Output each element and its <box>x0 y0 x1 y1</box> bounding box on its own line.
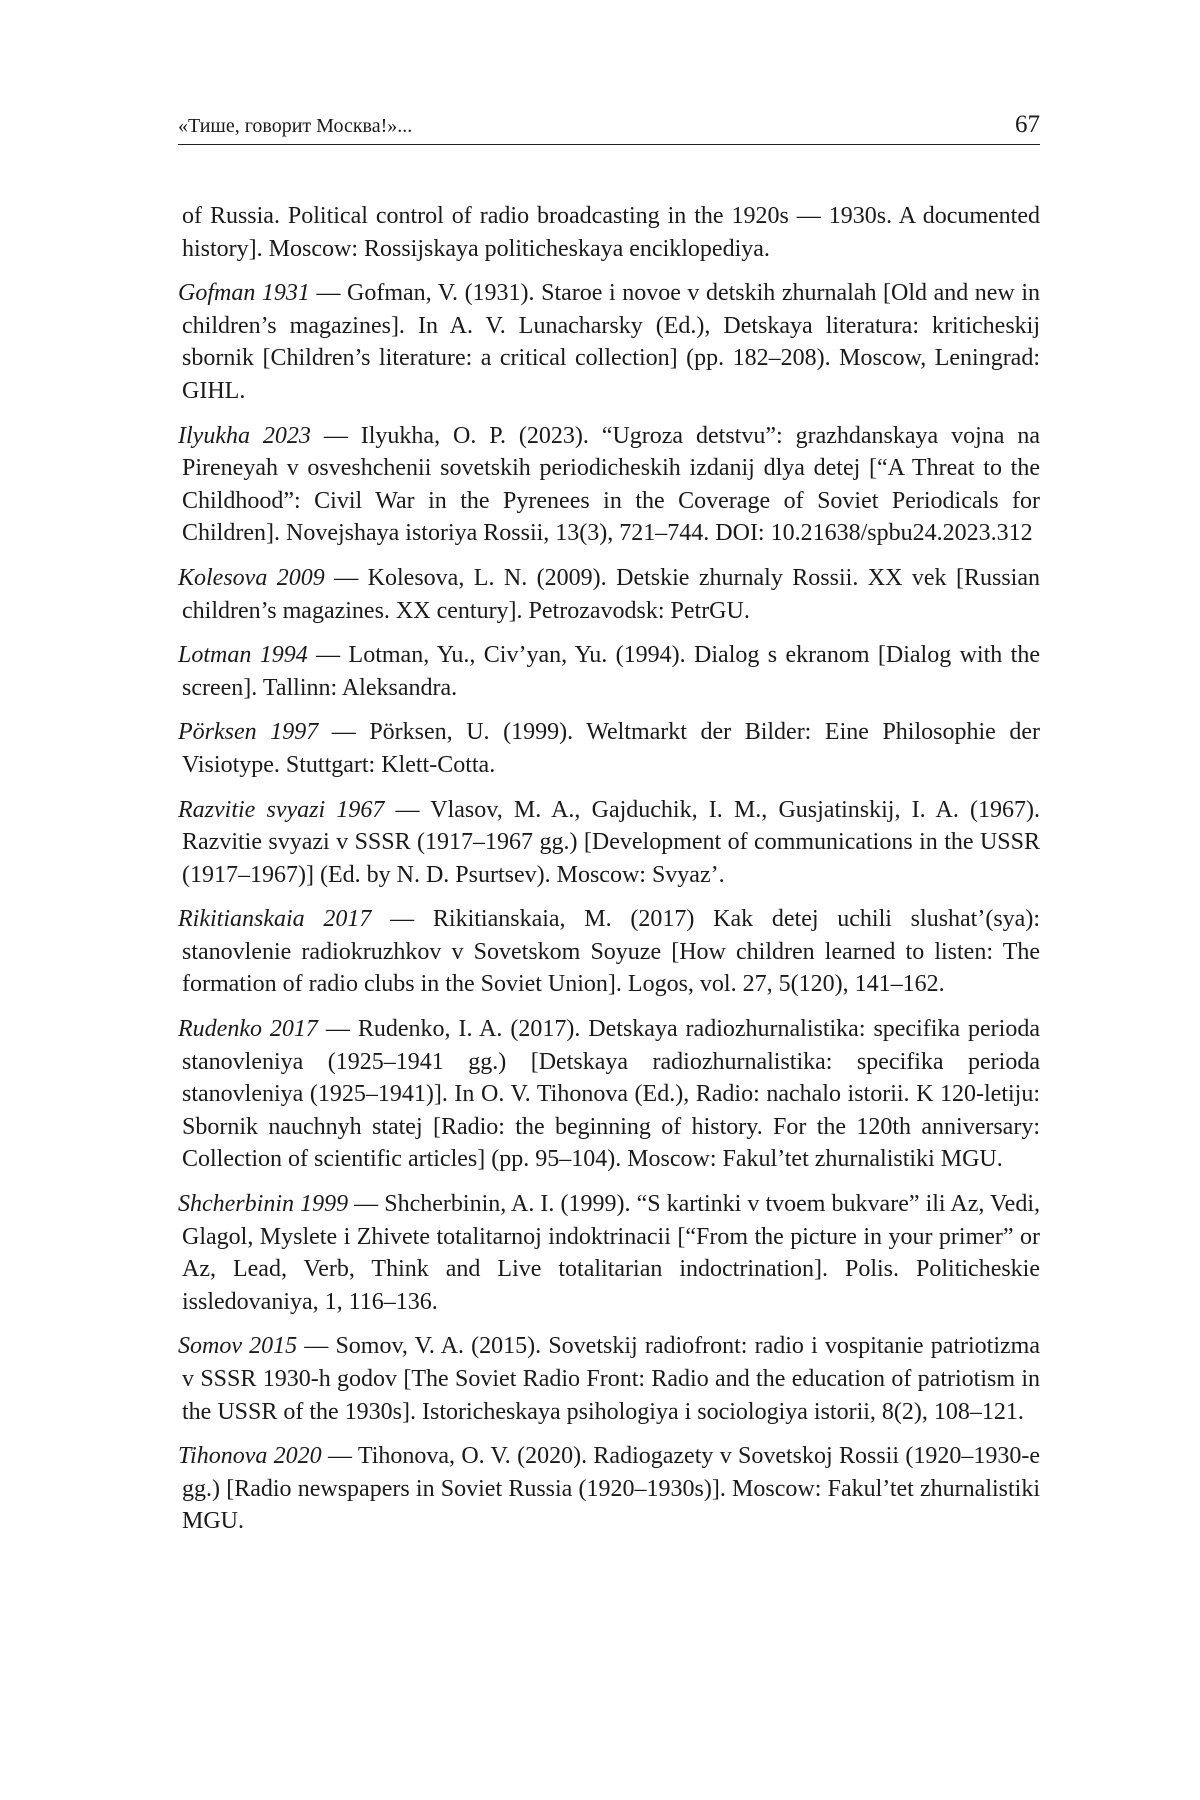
reference-entry <box>178 639 1040 704</box>
reference-entry <box>178 1330 1040 1428</box>
reference-key: Somov 2015 <box>178 1333 298 1360</box>
reference-entry <box>178 903 1040 1001</box>
reference-key: Kolesova 2009 <box>178 564 325 591</box>
reference-key: Lotman 1994 <box>178 642 308 669</box>
running-title: «Тише, говорит Москва!»... <box>178 115 413 137</box>
reference-entry <box>178 716 1040 781</box>
reference-entry <box>178 1440 1040 1538</box>
reference-text: — Somov, V. A. (2015). Sovetskij radiofront: radio i vospitanie patriotizma v SSSR 1930-h godov [The Soviet Radio Front: Radio and the education of patriotism in the USSR of the 1930s]. Istoricheskaya psihologiya i sociologiya istorii, 8(2), 108–121. <box>182 1333 1040 1425</box>
reference-text: — Lotman, Yu., Civ’yan, Yu. (1994). Dialog s ekranom [Dialog with the screen]. Tallinn: Aleksandra. <box>182 642 1040 701</box>
reference-text: — Rikitianskaia, M. (2017) Kak detej uchili slushat’(sya): stanovlenie radiokruzhkov v Sovetskom Soyuze [How children learned to listen: The formation of radio clubs in the Soviet Union]. Logos, vol. 27, 5(120), 141–162. <box>182 906 1040 998</box>
reference-text: — Vlasov, M. A., Gajduchik, I. M., Gusjatinskij, I. A. (1967). Razvitie svyazi v SSSR (1917–1967 gg.) [Development of communications in the USSR (1917–1967)] (Ed. by N. D. Psurtsev). Moscow: Svyaz’. <box>182 796 1041 888</box>
reference-key: Ilyukha 2023 <box>178 422 311 449</box>
reference-key: Razvitie svyazi 1967 <box>178 796 385 823</box>
reference-text: — Ilyukha, O. P. (2023). “Ugroza detstvu”: grazhdanskaya vojna na Pireneyah v osveshchenii sovetskih periodicheskih izdanij dlya detej [“A Threat to the Childhood”: Civil War in the Pyrenees in the Coverage of Soviet Periodicals for Children]. Novejshaya istoriya Rossii, 13(3), 721–744. DOI: 10.21638/spbu24.2023.312 <box>182 422 1041 547</box>
reference-entry <box>178 562 1040 627</box>
reference-key: Shcherbinin 1999 <box>178 1191 349 1218</box>
reference-text: — Gofman, V. (1931). Staroe i novoe v detskih zhurnalah [Old and new in children’s magazines]. In A. V. Lunacharsky (Ed.), Detskaya literatura: kriticheskij sbornik [Children’s literature: a critical collection] (pp. 182–208). Moscow, Leningrad: GIHL. <box>182 280 1040 404</box>
reference-entry <box>178 1188 1040 1318</box>
reference-text: — Rudenko, I. A. (2017). Detskaya radiozhurnalistika: specifika perioda stanovleniya (1925–1941 gg.) [Detskaya radiozhurnalistika: specifika perioda stanovleniya (1925–1941)]. In O. V. Tihonova (Ed.), Radio: nachalo istorii. K 120-letiju: Sbornik nauchnyh statej [Radio: the beginning of history. For the 120th anniversary: Collection of scientific articles] (pp. 95–104). Moscow: Fakul’tet zhurnalistiki MGU. <box>182 1016 1040 1173</box>
page-number: 67 <box>1015 111 1040 138</box>
reference-entry <box>178 1013 1040 1176</box>
reference-entry <box>178 794 1040 892</box>
reference-key: Rikitianskaia 2017 <box>178 906 372 933</box>
reference-text: — Tihonova, O. V. (2020). Radiogazety v Sovetskoj Rossii (1920–1930-e gg.) [Radio newspapers in Soviet Russia (1920–1930s)]. Moscow: Fakul’tet zhurnalistiki MGU. <box>182 1443 1040 1535</box>
reference-key: Gofman 1931 <box>178 280 310 307</box>
reference-key: Tihonova 2020 <box>178 1443 322 1470</box>
reference-continuation <box>178 200 1040 265</box>
reference-entry <box>178 277 1040 407</box>
reference-key: Pörksen 1997 <box>178 719 319 746</box>
reference-text: — Shcherbinin, A. I. (1999). “S kartinki v tvoem bukvare” ili Az, Vedi, Glagol, Myslete i Zhivete totalitarnoj indoktrinacii [“From the picture in your primer” or Az, Lead, Verb, Think and Live totalitarian indoctrination]. Polis. Politicheskie issledovaniya, 1, 116–136. <box>182 1191 1040 1315</box>
running-header <box>178 108 1040 145</box>
reference-text: — Kolesova, L. N. (2009). Detskie zhurnaly Rossii. XX vek [Russian children’s magazines. XX century]. Petrozavodsk: PetrGU. <box>182 564 1040 624</box>
reference-text: of Russia. Political control of radio broadcasting in the 1920s — 1930s. A documented history]. Moscow: Rossijskaya politicheskaya enciklopediya. <box>182 203 1040 262</box>
references-list <box>178 200 1040 1550</box>
reference-text: — Pörksen, U. (1999). Weltmarkt der Bilder: Eine Philosophie der Visiotype. Stuttgart: Klett-Cotta. <box>182 719 1040 778</box>
reference-entry <box>178 420 1040 550</box>
reference-key: Rudenko 2017 <box>178 1016 318 1043</box>
